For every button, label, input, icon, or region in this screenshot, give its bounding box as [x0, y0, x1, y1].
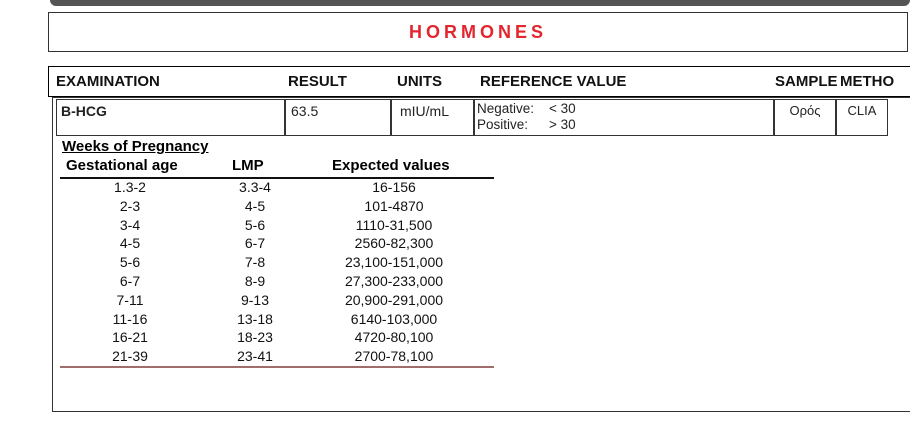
gestational-age-cell: 4-5	[119, 235, 141, 252]
test-result: 63.5	[285, 99, 391, 136]
lmp-cell: 3.3-4	[239, 179, 271, 195]
header-examination: EXAMINATION	[56, 73, 160, 90]
lmp-cell: 18-23	[237, 329, 273, 346]
expected-value-cell: 2560-82,300	[354, 235, 434, 252]
top-frame-edge	[50, 0, 910, 6]
expected-value-cell: 1110-31,500	[355, 216, 433, 233]
test-units: mIU/mL	[391, 99, 474, 136]
left-margin	[0, 0, 46, 422]
expected-value-cell: 4720-80,100	[354, 329, 434, 346]
col-gestational-age: Gestational age	[66, 157, 178, 174]
expected-value-cell: 101-4870	[364, 197, 424, 214]
lmp-cell: 4-5	[244, 197, 266, 214]
lmp-cell: 7-8	[244, 254, 266, 271]
test-method: CLIA	[836, 99, 888, 136]
expected-value-cell: 23,100-151,000	[344, 254, 444, 271]
gestational-age-cell: 11-16	[112, 310, 148, 327]
header-method: METHO	[840, 73, 895, 90]
lmp-cell: 5-6	[244, 216, 266, 233]
gestational-age-cell: 6-7	[119, 273, 141, 289]
pregnancy-title: Weeks of Pregnancy	[62, 138, 209, 155]
lmp-cell: 8-9	[244, 273, 266, 289]
lmp-cell: 6-7	[244, 235, 266, 252]
header-units: UNITS	[397, 73, 442, 90]
ref-negative-value: < 30	[549, 101, 576, 116]
table-row	[60, 179, 494, 198]
expected-value-cell: 16-156	[372, 179, 416, 195]
table-row	[60, 198, 494, 217]
table-row	[60, 311, 494, 330]
test-sample: Ορός	[774, 99, 836, 136]
ref-positive-value: > 30	[549, 117, 576, 132]
gestational-age-cell: 5-6	[119, 254, 141, 271]
ref-negative-label: Negative:	[477, 101, 535, 116]
table-row	[60, 348, 494, 367]
gestational-age-cell: 3-4	[119, 216, 141, 233]
table-row	[60, 329, 494, 348]
table-row	[60, 235, 494, 254]
header-reference-value: REFERENCE VALUE	[480, 73, 627, 90]
expected-value-cell: 20,900-291,000	[344, 291, 444, 308]
expected-value-cell: 6140-103,000	[350, 310, 438, 327]
gestational-age-cell: 21-39	[112, 348, 148, 365]
table-row	[60, 292, 494, 311]
lmp-cell: 13-18	[237, 310, 273, 327]
expected-value-cell: 27,300-233,000	[344, 273, 444, 289]
ref-positive-label: Positive:	[477, 117, 529, 132]
test-reference	[474, 99, 774, 136]
gestational-age-cell: 16-21	[112, 329, 148, 346]
table-row	[60, 273, 494, 292]
lmp-cell: 23-41	[237, 348, 273, 365]
lmp-cell: 9-13	[240, 291, 270, 308]
gestational-age-cell: 2-3	[119, 197, 141, 214]
test-name: B-HCG	[56, 99, 285, 136]
table-row	[60, 254, 494, 273]
gestational-age-cell: 7-11	[116, 291, 144, 308]
gestational-age-cell: 1.3-2	[114, 179, 146, 195]
table-header-row	[48, 66, 910, 97]
section-title: HORMONES	[408, 22, 547, 42]
result-row-bhcg	[56, 99, 888, 136]
table-row	[60, 217, 494, 236]
table-bottom-rule	[60, 366, 494, 368]
expected-value-cell: 2700-78,100	[354, 348, 434, 365]
section-header-box	[48, 12, 908, 52]
header-sample: SAMPLE	[775, 73, 838, 90]
header-result: RESULT	[288, 73, 347, 90]
col-lmp: LMP	[232, 157, 264, 174]
col-expected-values: Expected values	[332, 157, 450, 174]
